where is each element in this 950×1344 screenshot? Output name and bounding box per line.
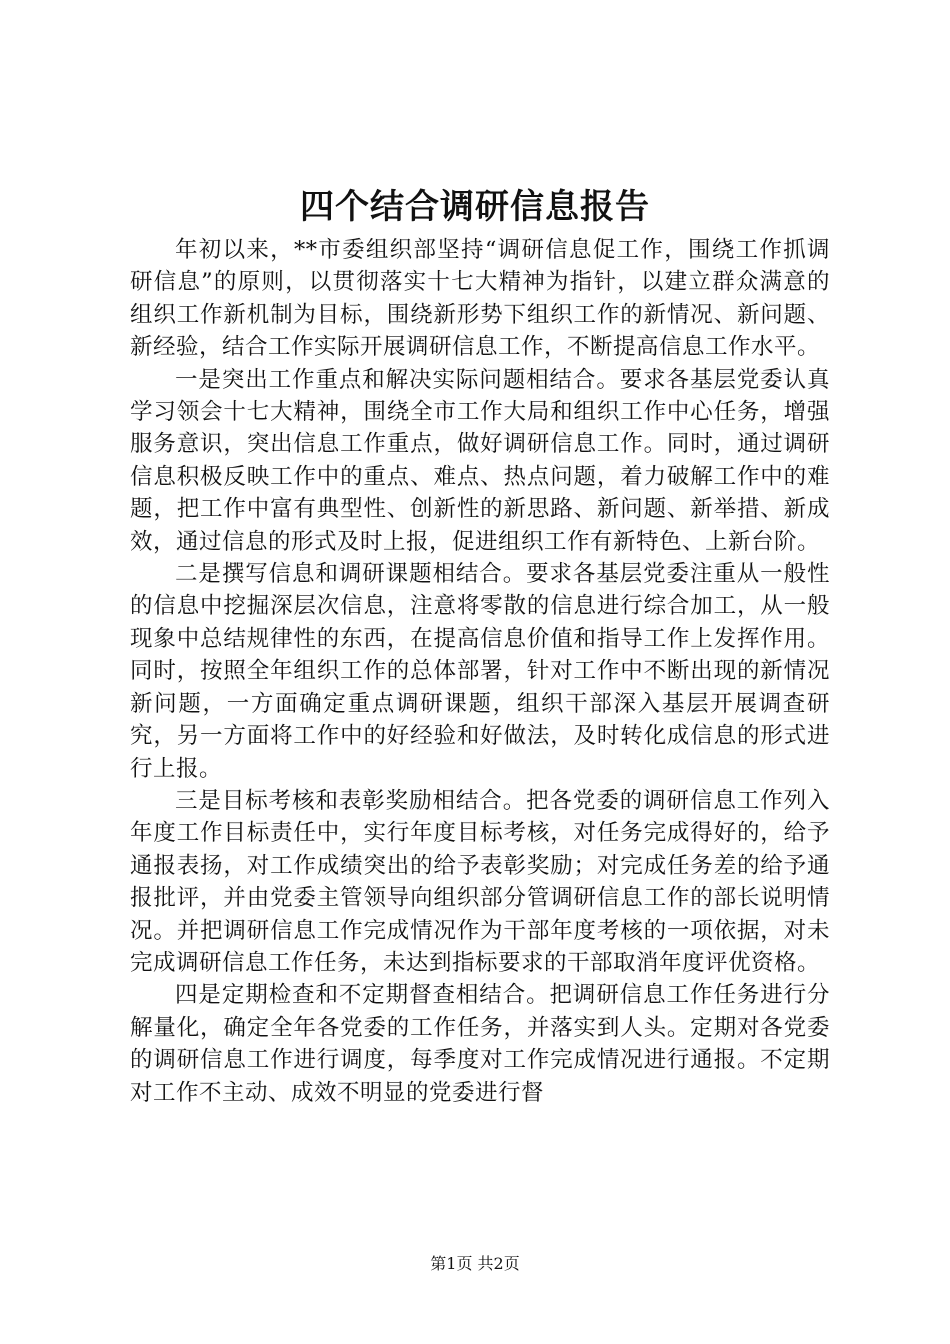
paragraph-point-1: 一是突出工作重点和解决实际问题相结合。要求各基层党委认真学习领会十七大精神，围绕全市工作大局和组织工作中心任务，增强服务意识，突出信息工作重点，做好调研信息工作。同时，通过调研信息积极反映工作中的重点、难点、热点问题，着力破解工作中的难题，把工作中富有典型性、创新性的新思路、新问题、新举措、新成效，通过信息的形式及时上报，促进组织工作有新特色、上新台阶。 (130, 366, 830, 555)
paragraph-point-3: 三是目标考核和表彰奖励相结合。把各党委的调研信息工作列入年度工作目标责任中，实行年度目标考核，对任务完成得好的，给予通报表扬，对工作成绩突出的给予表彰奖励；对完成任务差的给予通报批评，并由党委主管领导向组织部分管调研信息工作的部长说明情况。并把调研信息工作完成情况作为干部年度考核的一项依据，对未完成调研信息工作任务，未达到指标要求的干部取消年度评优资格。 (130, 787, 830, 976)
document-body (130, 234, 830, 1109)
paragraph-point-4: 四是定期检查和不定期督查相结合。把调研信息工作任务进行分解量化，确定全年各党委的工作任务，并落实到人头。定期对各党委的调研信息工作进行调度，每季度对工作完成情况进行通报。不定期对工作不主动、成效不明显的党委进行督 (130, 982, 830, 1106)
paragraph-point-2: 二是撰写信息和调研课题相结合。要求各基层党委注重从一般性的信息中挖掘深层次信息，注意将零散的信息进行综合加工，从一般现象中总结规律性的东西，在提高信息价值和指导工作上发挥作用。同时，按照全年组织工作的总体部署，针对工作中不断出现的新情况新问题，一方面确定重点调研课题，组织干部深入基层开展调查研究，另一方面将工作中的好经验和好做法，及时转化成信息的形式进行上报。 (130, 561, 830, 782)
document-title: 四个结合调研信息报告 (300, 187, 650, 227)
page-number-footer: 第1页 共2页 (430, 1254, 520, 1273)
paragraph-intro: 年初以来，**市委组织部坚持“调研信息促工作，围绕工作抓调研信息”的原则，以贯彻落实十七大精神为指针，以建立群众满意的组织工作新机制为目标，围绕新形势下组织工作的新情况、新问题、新经验，结合工作实际开展调研信息工作，不断提高信息工作水平。 (130, 237, 830, 361)
